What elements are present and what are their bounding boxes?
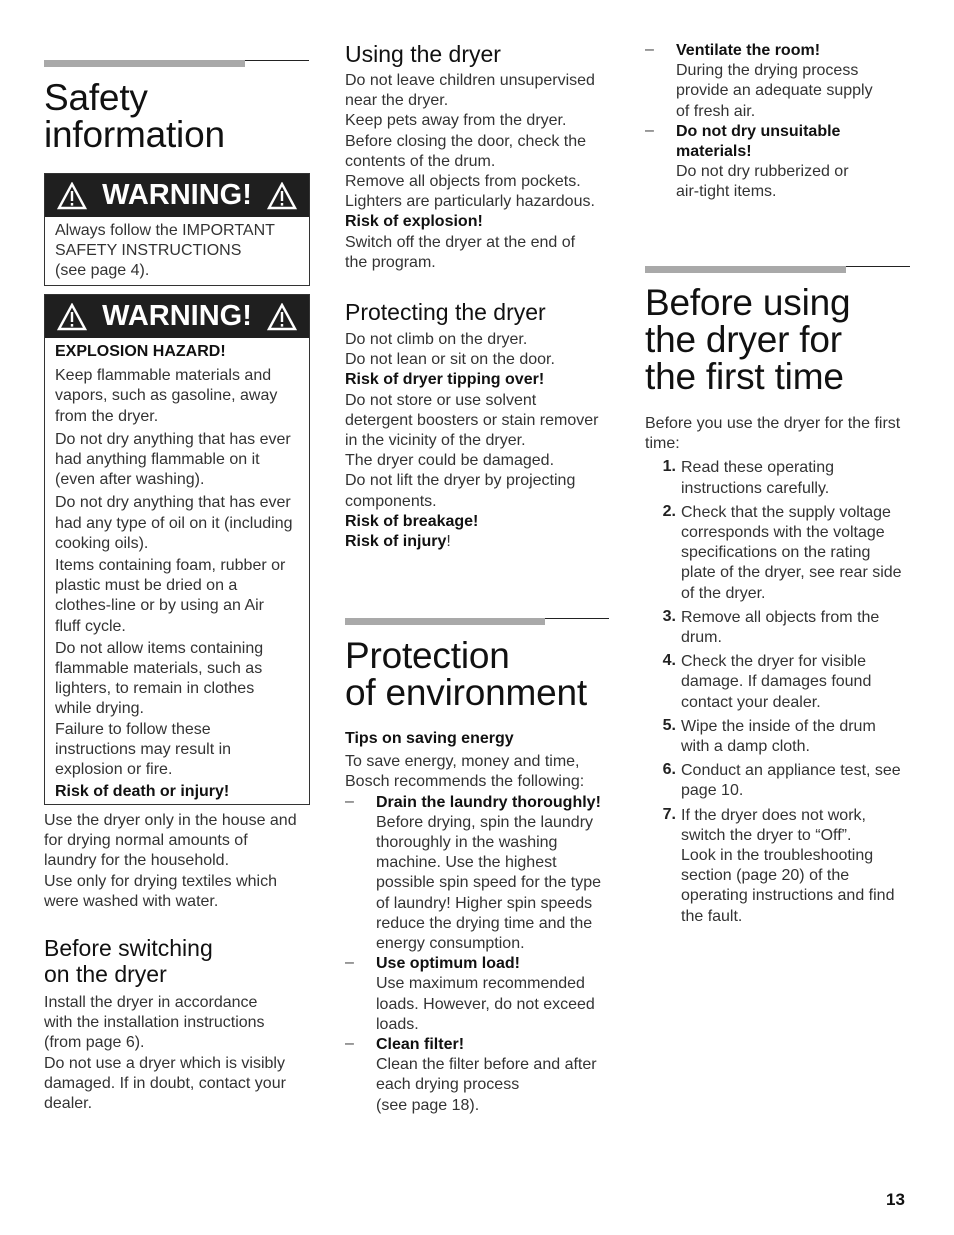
risk-of-tipping-text: Risk of dryer tipping over!	[345, 371, 545, 389]
body-line: specifications on the rating	[681, 544, 871, 562]
hazard-line: while drying.	[55, 700, 144, 718]
body-line: Do not climb on the dryer.	[345, 331, 528, 348]
hazard-line: cooking oils).	[55, 534, 149, 552]
step-number: 1.	[662, 458, 676, 476]
section-rule	[44, 60, 309, 61]
dash-bullet: –	[645, 41, 654, 58]
before-switching-title-line1: Before switching	[44, 935, 213, 961]
step-item	[645, 717, 915, 757]
hazard-paragraph	[55, 493, 299, 554]
tip-title: materials!	[676, 143, 752, 161]
energy-tips-section	[345, 729, 615, 1116]
body-line: Look in the troubleshooting	[681, 847, 874, 865]
body-line: Switch off the dryer at the end of	[345, 233, 576, 251]
body-line: (see page 18).	[376, 1096, 480, 1114]
body-line: Check the dryer for visible	[681, 653, 866, 671]
hazard-line: had anything flammable on it	[55, 451, 260, 469]
warning-label: WARNING!	[102, 179, 252, 211]
hazard-line: explosion or fire.	[55, 761, 173, 779]
warning-text: Always follow the IMPORTANT	[55, 222, 275, 239]
body-line: air-tight items.	[676, 183, 777, 201]
warning-box-2	[44, 294, 310, 805]
tip-item	[345, 1035, 615, 1116]
body-line: the fault.	[681, 907, 743, 925]
before-using-title-line1: Before using	[645, 282, 851, 323]
section-rule	[345, 618, 609, 619]
body-line: in the vicinity of the dryer.	[345, 432, 526, 450]
body-line: machine. Use the highest	[376, 854, 557, 872]
step-number: 3.	[662, 607, 676, 625]
body-line: components.	[345, 492, 437, 510]
body-line: each drying process	[376, 1076, 520, 1094]
safety-title	[44, 79, 310, 153]
step-item	[645, 503, 915, 604]
body-line: contact your dealer.	[681, 693, 821, 711]
before-using-title-line2: the dryer for	[645, 319, 842, 360]
environment-title-line1: Protection	[345, 635, 510, 676]
exclamation: !	[446, 533, 451, 551]
body-line: of laundry! Higher spin speeds	[376, 894, 593, 912]
before-using-title-line3: the first time	[645, 356, 844, 397]
body-line: Do not store or use solvent	[345, 391, 537, 409]
tip-item	[345, 954, 615, 1035]
body-line: Read these operating	[681, 459, 834, 477]
body-line: damaged. If in doubt, contact your	[44, 1074, 286, 1092]
step-number: 4.	[662, 652, 676, 670]
body-line: of fresh air.	[676, 102, 756, 120]
risk-of-death-text: Risk of death or injury!	[55, 783, 230, 801]
hazard-line: Do not dry anything that has ever	[55, 430, 291, 448]
body-line: Remove all objects from pockets.	[345, 173, 581, 191]
warning-triangle-icon	[267, 303, 297, 331]
safety-title-line2: information	[44, 114, 225, 155]
using-dryer-section	[345, 41, 615, 273]
body-line: Use the dryer only in the house and	[44, 812, 297, 829]
hazard-line: vapors, such as gasoline, away	[55, 387, 278, 405]
tip-title: Clean filter!	[376, 1036, 465, 1054]
use-dryer-text	[44, 811, 314, 912]
body-line: Do not dry rubberized or	[676, 163, 849, 181]
hazard-line: flammable materials, such as	[55, 660, 263, 678]
body-line: Check that the supply voltage	[681, 503, 891, 521]
body-line: possible spin speed for the type	[376, 874, 602, 892]
dash-bullet: –	[345, 792, 354, 810]
body-line: section (page 20) of the	[681, 867, 850, 885]
body-line: Before you use the dryer for the first	[645, 415, 901, 432]
warning-header	[45, 174, 309, 217]
body-line: time:	[645, 435, 680, 453]
before-using-title	[645, 284, 915, 395]
hazard-line: Do not dry anything that has ever	[55, 494, 291, 512]
warning-label: WARNING!	[102, 300, 252, 332]
hazard-paragraph	[55, 639, 299, 780]
risk-of-injury-text: Risk of injury	[345, 533, 447, 551]
step-item	[645, 806, 915, 927]
warning-triangle-icon	[57, 182, 87, 210]
using-dryer-title: Using the dryer	[345, 41, 501, 67]
hazard-line: plastic must be dried on a	[55, 577, 238, 595]
tip-title: Ventilate the room!	[676, 42, 821, 59]
hazard-paragraph	[55, 556, 299, 637]
body-line: If the dryer does not work,	[681, 806, 866, 824]
dash-bullet: –	[345, 954, 354, 972]
tip-title: Drain the laundry thoroughly!	[376, 793, 601, 811]
section-rule	[645, 266, 910, 267]
body-line: Do not use a dryer which is visibly	[44, 1054, 285, 1072]
body-line: with a damp cloth.	[681, 738, 810, 756]
step-item	[645, 458, 915, 498]
hazard-line: had any type of oil on it (including	[55, 514, 293, 532]
safety-title-line1: Safety	[44, 77, 148, 118]
warning-text: SAFETY INSTRUCTIONS	[55, 242, 242, 260]
body-line: page 10.	[681, 782, 744, 800]
tip-item	[645, 122, 915, 203]
explosion-hazard-heading: EXPLOSION HAZARD!	[55, 343, 226, 360]
body-line: Wipe the inside of the drum	[681, 717, 876, 735]
hazard-line: instructions may result in	[55, 740, 232, 758]
body-line: Conduct an appliance test, see	[681, 762, 901, 780]
hazard-line: from the dryer.	[55, 407, 159, 425]
hazard-line: clothes-line or by using an Air	[55, 597, 264, 615]
body-line: Install the dryer in accordance	[44, 994, 258, 1011]
body-line: the program.	[345, 253, 436, 271]
before-switching-title	[44, 935, 310, 987]
body-line: plate of the dryer, see rear side	[681, 564, 902, 582]
warning-box-1	[44, 173, 310, 286]
before-switching-title-line2: on the dryer	[44, 961, 167, 987]
page-number: 13	[886, 1190, 905, 1209]
body-line: Lighters are particularly hazardous.	[345, 193, 595, 211]
step-number: 6.	[662, 761, 676, 779]
body-line: provide an adequate supply	[676, 82, 873, 100]
tip-item	[345, 793, 615, 955]
body-line: damage. If damages found	[681, 673, 872, 691]
tips-heading: Tips on saving energy	[345, 730, 514, 747]
body-line: with the installation instructions	[44, 1014, 265, 1032]
body-line: Use only for drying textiles which	[44, 872, 277, 890]
hazard-line: Failure to follow these	[55, 720, 211, 738]
body-line: Remove all objects from the	[681, 608, 880, 626]
body-line: loads.	[376, 1015, 419, 1033]
body-line: Bosch recommends the following:	[345, 773, 585, 791]
body-line: contents of the drum.	[345, 152, 496, 170]
step-number: 5.	[662, 716, 676, 734]
dash-bullet: –	[345, 1035, 354, 1053]
protecting-dryer-title: Protecting the dryer	[345, 299, 546, 325]
protecting-dryer-section	[345, 299, 615, 552]
warning-header	[45, 295, 309, 338]
body-line: switch the dryer to “Off”.	[681, 826, 852, 844]
warning-text: (see page 4).	[55, 262, 150, 280]
risk-of-breakage-text: Risk of breakage!	[345, 512, 479, 530]
body-line: laundry for the household.	[44, 852, 230, 870]
tip-item	[645, 41, 915, 122]
body-line: Do not lean or sit on the door.	[345, 351, 555, 369]
body-line: energy consumption.	[376, 935, 525, 953]
step-number: 7.	[662, 805, 676, 823]
body-line: dealer.	[44, 1095, 93, 1113]
before-using-section	[645, 414, 915, 931]
body-line: Clean the filter before and after	[376, 1056, 597, 1074]
hazard-paragraph	[55, 430, 299, 491]
body-line: for drying normal amounts of	[44, 832, 248, 850]
hazard-line: (even after washing).	[55, 471, 205, 489]
tip-title: Do not dry unsuitable	[676, 122, 841, 140]
risk-of-injury-line	[345, 532, 615, 552]
step-item	[645, 608, 915, 648]
body-line: During the drying process	[676, 62, 859, 80]
body-line: thoroughly in the washing	[376, 834, 558, 852]
before-switching-text	[44, 993, 314, 1114]
environment-title	[345, 637, 615, 711]
body-line: operating instructions and find	[681, 887, 895, 905]
dash-bullet: –	[645, 121, 654, 139]
body-line: of the dryer.	[681, 584, 766, 602]
step-number: 2.	[662, 502, 676, 520]
body-line: loads. However, do not exceed	[376, 995, 595, 1013]
body-line: instructions carefully.	[681, 479, 830, 497]
hazard-line: Do not allow items containing	[55, 639, 264, 657]
body-line: detergent boosters or stain remover	[345, 411, 599, 429]
body-line: corresponds with the voltage	[681, 524, 885, 542]
hazard-line: lighters, to remain in clothes	[55, 680, 255, 698]
body-line: (from page 6).	[44, 1034, 145, 1052]
hazard-line: fluff cycle.	[55, 617, 126, 635]
body-line: To save energy, money and time,	[345, 753, 580, 771]
risk-of-explosion-text: Risk of explosion!	[345, 213, 483, 231]
warning-triangle-icon	[267, 182, 297, 210]
body-line: The dryer could be damaged.	[345, 452, 555, 470]
body-line: Do not lift the dryer by projecting	[345, 472, 576, 490]
body-line: Before closing the door, check the	[345, 132, 587, 150]
body-line: were washed with water.	[44, 892, 219, 910]
hazard-paragraph	[55, 366, 299, 427]
body-line: near the dryer.	[345, 92, 449, 110]
step-item	[645, 761, 915, 801]
body-line: Before drying, spin the laundry	[376, 813, 594, 831]
step-item	[645, 652, 915, 713]
body-line: Do not leave children unsupervised	[345, 72, 595, 89]
hazard-line: Keep flammable materials and	[55, 367, 272, 385]
tip-title: Use optimum load!	[376, 955, 521, 973]
warning-triangle-icon	[57, 303, 87, 331]
body-line: reduce the drying time and the	[376, 914, 593, 932]
body-line: drum.	[681, 629, 722, 647]
body-line: Keep pets away from the dryer.	[345, 112, 567, 130]
hazard-line: Items containing foam, rubber or	[55, 557, 286, 575]
environment-title-line2: of environment	[345, 672, 587, 713]
more-tips-section	[645, 41, 915, 203]
body-line: Use maximum recommended	[376, 975, 585, 993]
